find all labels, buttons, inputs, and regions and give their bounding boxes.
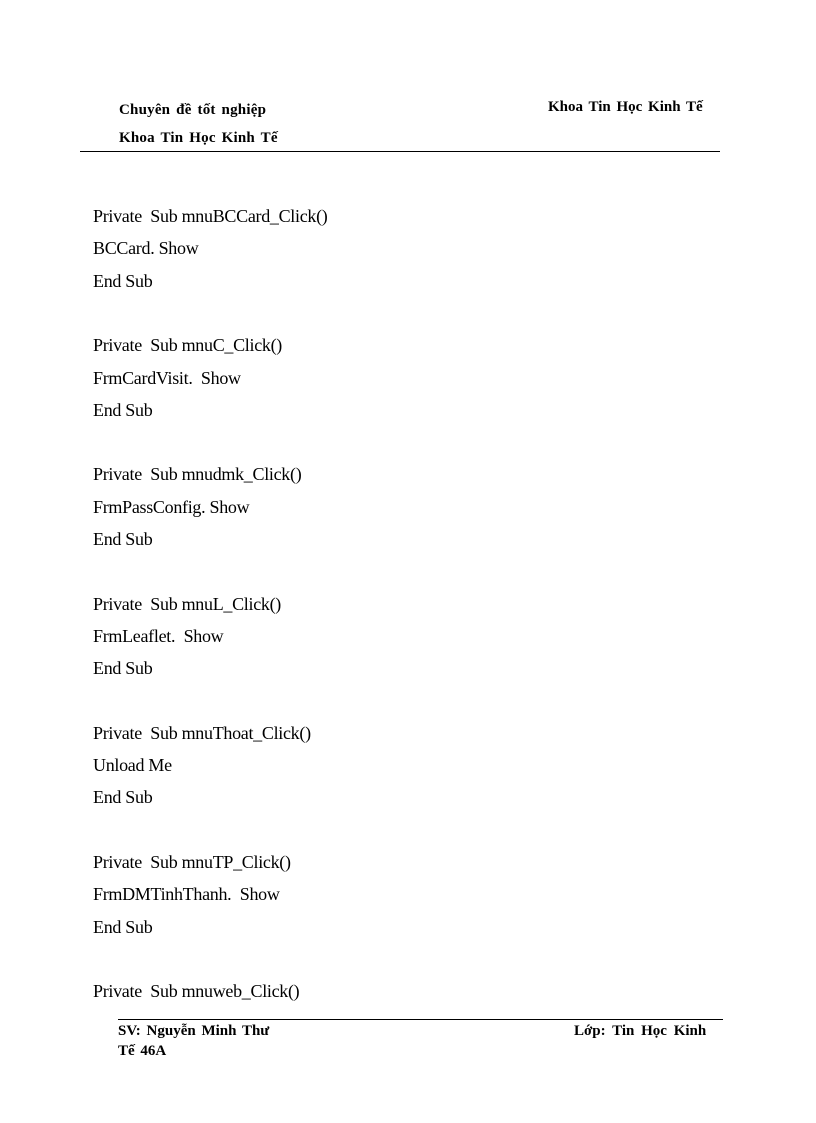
code-line: Unload Me: [93, 755, 172, 776]
code-block: [93, 200, 733, 297]
code-line: FrmCardVisit. Show: [93, 367, 241, 388]
code-line: Private Sub mnuTP_Click(): [93, 851, 291, 872]
student-name: SV: Nguyễn Minh Thư: [118, 1023, 270, 1039]
code-block: [93, 458, 733, 555]
code-line: Private Sub mnuC_Click(): [93, 335, 282, 356]
code-line: Private Sub mnuThoat_Click(): [93, 722, 311, 743]
footer-student: [118, 1021, 269, 1061]
document-title: Chuyên đề tốt nghiệp: [119, 102, 267, 118]
code-line: Private Sub mnuBCCard_Click(): [93, 206, 328, 226]
code-line: BCCard. Show: [93, 238, 199, 259]
code-line: Private Sub mnuweb_Click(): [93, 981, 300, 1002]
code-line: FrmLeaflet. Show: [93, 625, 224, 646]
code-line: End Sub: [93, 399, 153, 420]
header-faculty-right: Khoa Tin Học Kinh Tế: [548, 99, 703, 115]
code-listing: [93, 200, 733, 1039]
header-left: [119, 96, 278, 152]
code-line: End Sub: [93, 916, 153, 937]
header-divider: [80, 151, 720, 152]
code-line: End Sub: [93, 787, 153, 808]
code-block: [93, 846, 733, 943]
code-line: Private Sub mnuL_Click(): [93, 593, 281, 614]
code-line: FrmDMTinhThanh. Show: [93, 884, 280, 905]
student-class-continued: Tế 46A: [118, 1043, 167, 1059]
footer-divider: [118, 1019, 723, 1020]
code-line: End Sub: [93, 529, 153, 550]
code-block: [93, 329, 733, 426]
code-line: End Sub: [93, 270, 153, 291]
faculty-name: Khoa Tin Học Kinh Tế: [119, 130, 278, 146]
code-line: Private Sub mnudmk_Click(): [93, 464, 302, 485]
code-line: FrmPassConfig. Show: [93, 496, 250, 517]
footer-class: Lớp: Tin Học Kinh: [574, 1023, 707, 1039]
code-block: [93, 717, 733, 814]
code-block: [93, 588, 733, 685]
code-block: [93, 975, 733, 1007]
code-line: End Sub: [93, 658, 153, 679]
